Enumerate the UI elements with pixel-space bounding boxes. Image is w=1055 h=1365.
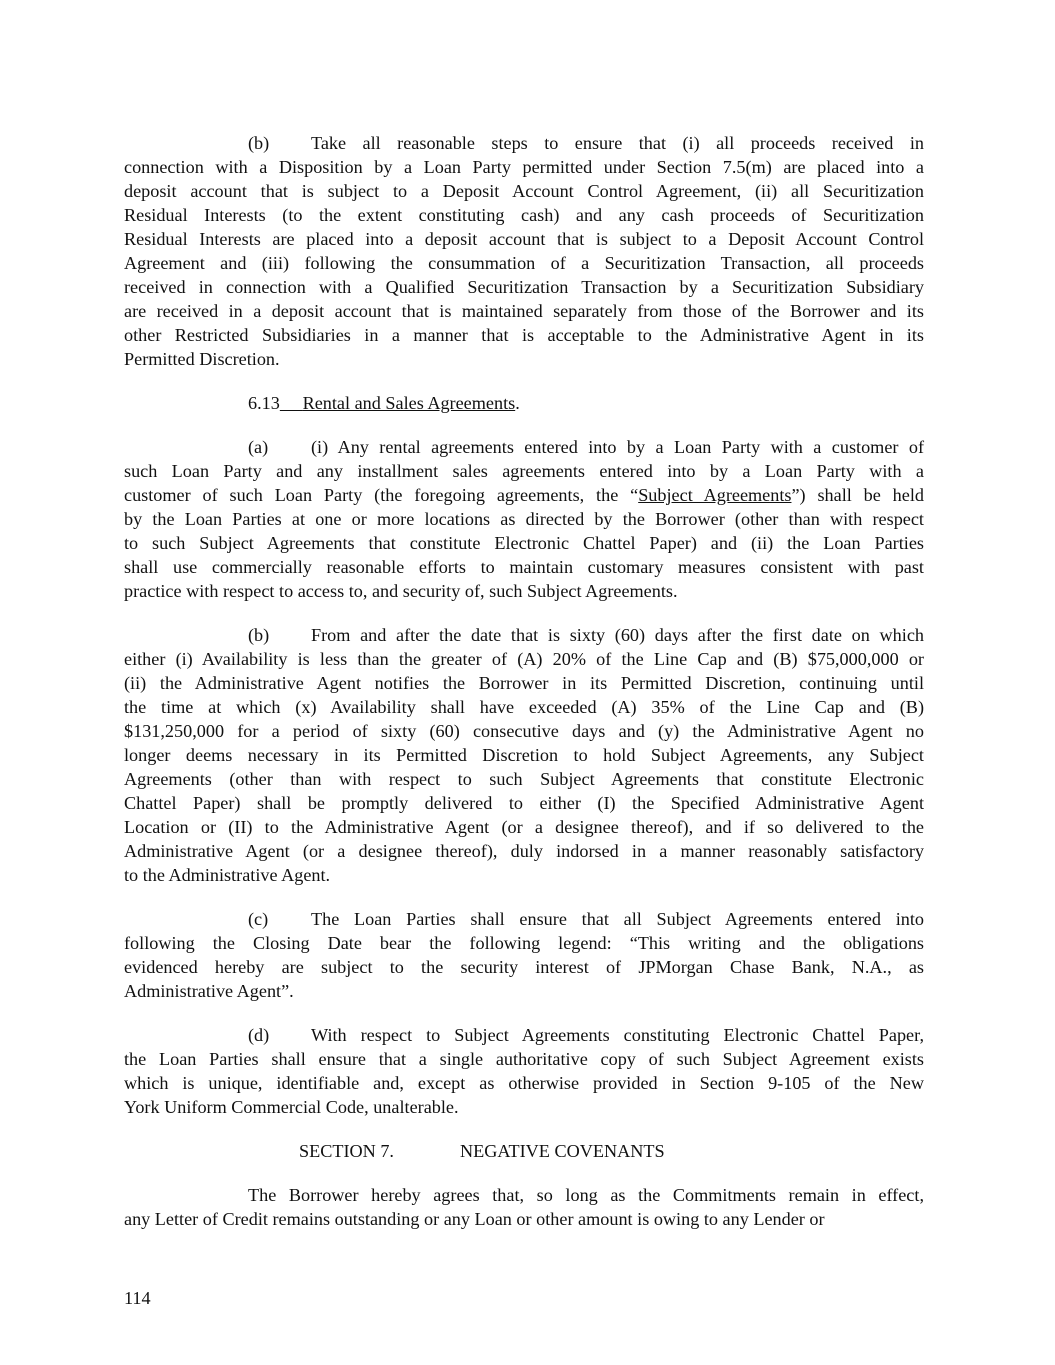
section-number: SECTION 7. (299, 1141, 394, 1161)
text-line: The Borrower hereby agrees that, so long as the Commitments remain in effect, (248, 1185, 924, 1205)
text-line: York Uniform Commercial Code, unalterable. (124, 1097, 459, 1117)
text-line (124, 1023, 924, 1047)
text-line: Location or (II) to the Administrative Agent (or a designee thereof), and if so delivered to the (124, 817, 924, 837)
text-line: are received in a deposit account that is maintained separately from those of the Borrower and its (124, 301, 924, 321)
section-7-heading (124, 1139, 924, 1163)
line-text: From and after the date that is sixty (60) days after the first date on which (311, 625, 924, 645)
line-text: (i) Any rental agreements entered into by a Loan Party with a customer of (311, 437, 924, 457)
text-line: $131,250,000 for a period of sixty (60) consecutive days and (y) the Administrative Agent no (124, 721, 924, 741)
text-segment: ”) shall be held (791, 485, 924, 505)
text-line (124, 623, 924, 647)
section-6-12-paragraphs (124, 131, 924, 371)
paragraph-label: (d) (248, 1025, 270, 1045)
paragraph-label: (a) (248, 437, 269, 457)
paragraph-label: (b) (248, 133, 270, 153)
line-text: Take all reasonable steps to ensure that (i) all proceeds received in (311, 133, 924, 153)
text-line: any Letter of Credit remains outstanding or any Loan or other amount is owing to any Lender or (124, 1209, 825, 1229)
text-line: other Restricted Subsidiaries in a manner that is acceptable to the Administrative Agent in its (124, 325, 924, 345)
paragraph (124, 623, 924, 887)
paragraph (124, 1023, 924, 1119)
text-segment: customer of such Loan Party (the foregoing agreements, the “ (124, 485, 639, 505)
defined-term: Subject Agreements (638, 485, 792, 505)
text-line: Residual Interests are placed into a deposit account that is subject to a Deposit Account Control (124, 229, 924, 249)
section-title: NEGATIVE COVENANTS (460, 1141, 665, 1161)
text-line (124, 483, 924, 507)
section-6-13-paragraphs (124, 435, 924, 1119)
text-line: shall use commercially reasonable efforts to maintain customary measures consistent with past (124, 557, 924, 577)
text-line: following the Closing Date bear the following legend: “This writing and the obligations (124, 933, 924, 953)
line-text: The Loan Parties shall ensure that all Subject Agreements entered into (311, 909, 924, 929)
heading-period: . (515, 393, 520, 413)
text-line: Chattel Paper) shall be promptly delivered to either (I) the Specified Administrative Agent (124, 793, 924, 813)
paragraph (124, 435, 924, 603)
text-line: connection with a Disposition by a Loan Party permitted under Section 7.5(m) are placed into a (124, 157, 924, 177)
heading-gap (280, 393, 303, 413)
text-line: the time at which (x) Availability shall have exceeded (A) 35% of the Line Cap and (B) (124, 697, 924, 717)
text-line: Administrative Agent (or a designee thereof), duly indorsed in a manner reasonably satisfactory (124, 841, 924, 861)
text-line: Administrative Agent”. (124, 981, 294, 1001)
text-line: to the Administrative Agent. (124, 865, 331, 885)
section-heading-6-13 (124, 391, 924, 415)
text-line: deposit account that is subject to a Deposit Account Control Agreement, (ii) all Securitization (124, 181, 924, 201)
section-title: Rental and Sales Agreements (302, 393, 516, 413)
paragraph-label: (c) (248, 909, 269, 929)
text-line (124, 907, 924, 931)
paragraph (124, 907, 924, 1003)
text-line: evidenced hereby are subject to the security interest of JPMorgan Chase Bank, N.A., as (124, 957, 924, 977)
text-line: which is unique, identifiable and, except as otherwise provided in Section 9-105 of the New (124, 1073, 924, 1093)
text-line: Agreements (other than with respect to such Subject Agreements that constitute Electronic (124, 769, 924, 789)
line-text: With respect to Subject Agreements constituting Electronic Chattel Paper, (311, 1025, 924, 1045)
text-line: Agreement and (iii) following the consummation of a Securitization Transaction, all proceeds (124, 253, 924, 273)
section-7-paragraphs (124, 1183, 924, 1231)
text-line: either (i) Availability is less than the greater of (A) 20% of the Line Cap and (B) $75,000,000 or (124, 649, 924, 669)
text-line (124, 131, 924, 155)
page-number: 114 (124, 1288, 151, 1308)
section-number: 6.13 (248, 393, 280, 413)
text-line: received in connection with a Qualified Securitization Transaction by a Securitization Subsidiary (124, 277, 924, 297)
text-line: by the Loan Parties at one or more locations as directed by the Borrower (other than with respect (124, 509, 924, 529)
paragraph (124, 131, 924, 371)
text-line: (ii) the Administrative Agent notifies the Borrower in its Permitted Discretion, continuing until (124, 673, 924, 693)
text-line: to such Subject Agreements that constitute Electronic Chattel Paper) and (ii) the Loan Parties (124, 533, 924, 553)
paragraph-label: (b) (248, 625, 270, 645)
text-line (124, 435, 924, 459)
text-line: practice with respect to access to, and security of, such Subject Agreements. (124, 581, 678, 601)
text-line: Residual Interests (to the extent constituting cash) and any cash proceeds of Securitization (124, 205, 924, 225)
document-page (124, 131, 924, 1251)
paragraph (124, 1183, 924, 1231)
text-line: longer deems necessary in its Permitted Discretion to hold Subject Agreements, any Subject (124, 745, 924, 765)
text-line: such Loan Party and any installment sales agreements entered into by a Loan Party with a (124, 461, 924, 481)
text-line: Permitted Discretion. (124, 349, 280, 369)
text-line: the Loan Parties shall ensure that a single authoritative copy of such Subject Agreement exists (124, 1049, 924, 1069)
